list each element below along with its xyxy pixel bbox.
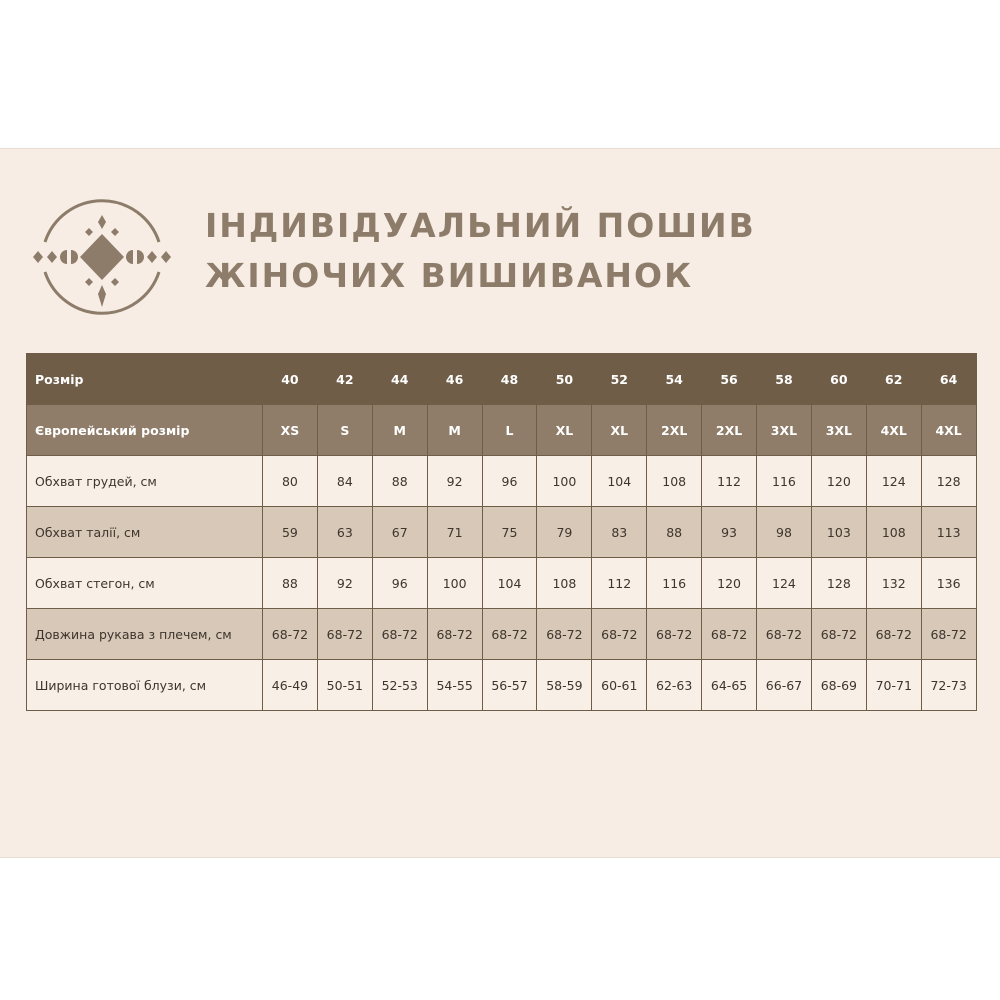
table-cell: 67 — [372, 507, 427, 558]
table-cell: 68-72 — [592, 609, 647, 660]
table-cell: 112 — [592, 558, 647, 609]
table-cell: 108 — [866, 507, 921, 558]
table-cell: 93 — [702, 507, 757, 558]
table-cell: 68-72 — [921, 609, 976, 660]
table-cell: 116 — [647, 558, 702, 609]
table-cell: 2XL — [647, 405, 702, 456]
table-cell: 124 — [757, 558, 812, 609]
table-cell: 50 — [537, 354, 592, 405]
table-cell: 132 — [866, 558, 921, 609]
row-label: Обхват стегон, см — [27, 558, 263, 609]
ornament-circle-icon — [27, 182, 177, 332]
table-cell: 68-69 — [811, 660, 866, 711]
table-cell: 60 — [811, 354, 866, 405]
table-cell: 48 — [482, 354, 537, 405]
table-cell: 92 — [317, 558, 372, 609]
table-cell: M — [427, 405, 482, 456]
eu-size-row — [27, 405, 977, 456]
table-cell: 68-72 — [482, 609, 537, 660]
table-cell: 68-72 — [537, 609, 592, 660]
waist-row — [27, 507, 977, 558]
table-cell: 84 — [317, 456, 372, 507]
table-cell: 60-61 — [592, 660, 647, 711]
table-cell: 92 — [427, 456, 482, 507]
table-cell: 2XL — [702, 405, 757, 456]
table-cell: 68-72 — [427, 609, 482, 660]
table-cell: 44 — [372, 354, 427, 405]
table-cell: 42 — [317, 354, 372, 405]
table-cell: 68-72 — [866, 609, 921, 660]
table-cell: 68-72 — [317, 609, 372, 660]
table-cell: 113 — [921, 507, 976, 558]
table-cell: 56 — [702, 354, 757, 405]
table-cell: 3XL — [811, 405, 866, 456]
table-cell: 100 — [537, 456, 592, 507]
table-cell: 100 — [427, 558, 482, 609]
table-cell: 4XL — [921, 405, 976, 456]
title-line-1: ІНДИВІДУАЛЬНИЙ ПОШИВ — [205, 206, 756, 245]
table-cell: 83 — [592, 507, 647, 558]
table-cell: 3XL — [757, 405, 812, 456]
row-label: Ширина готової блузи, см — [27, 660, 263, 711]
table-cell: 54 — [647, 354, 702, 405]
table-cell: 96 — [482, 456, 537, 507]
table-cell: 68-72 — [263, 609, 318, 660]
table-cell: 59 — [263, 507, 318, 558]
row-label: Європейський розмір — [27, 405, 263, 456]
table-cell: 112 — [702, 456, 757, 507]
table-cell: 46-49 — [263, 660, 318, 711]
page-title — [205, 201, 756, 301]
table-cell: 70-71 — [866, 660, 921, 711]
sleeve-row — [27, 609, 977, 660]
table-cell: 68-72 — [757, 609, 812, 660]
bust-row — [27, 456, 977, 507]
size-row — [27, 354, 977, 405]
table-cell: 63 — [317, 507, 372, 558]
table-cell: 96 — [372, 558, 427, 609]
table-cell: 108 — [537, 558, 592, 609]
table-cell: 66-67 — [757, 660, 812, 711]
table-cell: 68-72 — [811, 609, 866, 660]
table-cell: 128 — [921, 456, 976, 507]
table-cell: 136 — [921, 558, 976, 609]
table-cell: 88 — [263, 558, 318, 609]
table-cell: 80 — [263, 456, 318, 507]
table-cell: 54-55 — [427, 660, 482, 711]
table-cell: 62 — [866, 354, 921, 405]
row-label: Розмір — [27, 354, 263, 405]
table-cell: 56-57 — [482, 660, 537, 711]
blouse-width-row — [27, 660, 977, 711]
table-cell: 68-72 — [702, 609, 757, 660]
table-cell: 104 — [482, 558, 537, 609]
row-label: Обхват грудей, см — [27, 456, 263, 507]
table-cell: 79 — [537, 507, 592, 558]
table-cell: 62-63 — [647, 660, 702, 711]
table-cell: XL — [537, 405, 592, 456]
size-chart-card — [0, 148, 1000, 858]
table-cell: 50-51 — [317, 660, 372, 711]
title-line-2: ЖІНОЧИХ ВИШИВАНОК — [205, 256, 694, 295]
table-cell: 98 — [757, 507, 812, 558]
table-cell: 103 — [811, 507, 866, 558]
table-cell: 128 — [811, 558, 866, 609]
table-cell: 52-53 — [372, 660, 427, 711]
table-cell: M — [372, 405, 427, 456]
table-cell: 108 — [647, 456, 702, 507]
table-cell: 120 — [811, 456, 866, 507]
row-label: Довжина рукава з плечем, см — [27, 609, 263, 660]
table-cell: 40 — [263, 354, 318, 405]
table-cell: S — [317, 405, 372, 456]
table-cell: 75 — [482, 507, 537, 558]
table-cell: 52 — [592, 354, 647, 405]
table-cell: 58 — [757, 354, 812, 405]
table-cell: 120 — [702, 558, 757, 609]
table-cell: 58-59 — [537, 660, 592, 711]
table-cell: 124 — [866, 456, 921, 507]
table-cell: 88 — [647, 507, 702, 558]
table-cell: XS — [263, 405, 318, 456]
table-cell: 68-72 — [372, 609, 427, 660]
table-cell: 64 — [921, 354, 976, 405]
table-cell: L — [482, 405, 537, 456]
table-cell: 4XL — [866, 405, 921, 456]
table-cell: XL — [592, 405, 647, 456]
table-cell: 88 — [372, 456, 427, 507]
table-cell: 68-72 — [647, 609, 702, 660]
size-table — [26, 353, 977, 711]
table-cell: 46 — [427, 354, 482, 405]
table-cell: 104 — [592, 456, 647, 507]
table-cell: 71 — [427, 507, 482, 558]
hips-row — [27, 558, 977, 609]
row-label: Обхват талії, см — [27, 507, 263, 558]
table-cell: 72-73 — [921, 660, 976, 711]
table-cell: 64-65 — [702, 660, 757, 711]
table-cell: 116 — [757, 456, 812, 507]
